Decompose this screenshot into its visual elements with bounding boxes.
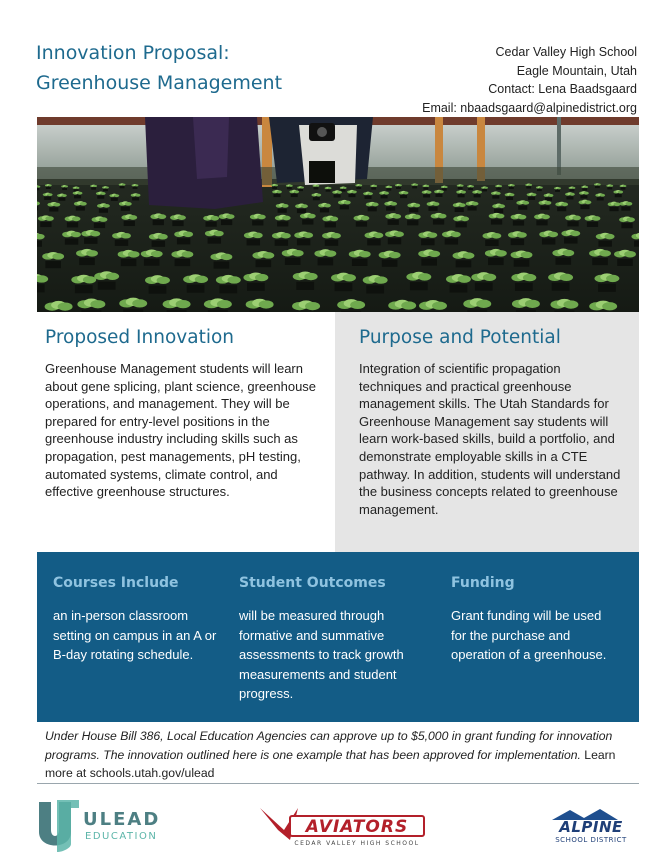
ulead-subtitle: EDUCATION: [85, 831, 158, 842]
proposed-innovation-heading: Proposed Innovation: [45, 327, 235, 348]
outcomes-heading: Student Outcomes: [239, 575, 386, 591]
page-title: [36, 38, 282, 98]
purpose-potential-text: Integration of scientific propagation techniques and practical greenhouse management skills. The Utah Standards for Greenhouse Management say students will learn work-based skills, build a portfolio, and demonstrate employable skills in a CTE pathway. In addition, students will understand the business concepts related to greenhouse management.: [359, 361, 621, 517]
proposed-innovation-text: Greenhouse Management students will learn about gene splicing, plant science, greenhouse operations, and management. They will be prepared for entry-level positions in the greenhouse industry including skills such as propagation, pest managements, pH testing, automated systems, climate control, and effective greenhouse structures.: [45, 361, 317, 500]
info-band: [37, 552, 639, 722]
funding-column: [451, 574, 611, 665]
aviators-emblem-icon: [258, 800, 428, 850]
contact-email[interactable]: Email: nbaadsgaard@alpinedistrict.org: [422, 100, 637, 115]
aviators-wordmark: AVIATORS: [305, 817, 409, 837]
aviators-logo: [258, 800, 428, 850]
greenhouse-photo-image: [37, 117, 639, 312]
courses-text: an in-person classroom setting on campus in an A or B-day rotating schedule.: [53, 608, 217, 662]
courses-column: [53, 574, 221, 665]
alpine-subtitle: SCHOOL DISTRICT: [555, 836, 627, 844]
school-name: Cedar Valley High School: [495, 45, 637, 59]
contact-block: [422, 43, 637, 117]
school-location: Eagle Mountain, Utah: [516, 63, 637, 78]
funding-heading: Funding: [451, 575, 515, 591]
courses-heading: Courses Include: [53, 575, 179, 591]
alpine-emblem-icon: [544, 808, 638, 846]
title-line-2: Greenhouse Management: [36, 72, 283, 94]
ulead-emblem-icon: [37, 798, 81, 854]
footnote-italic: Under House Bill 386, Local Education Agencies can approve up to $5,000 in grant funding for innovation programs. The innovation outlined here is one example that has been approved for implementation.: [45, 729, 613, 762]
alpine-wordmark: ALPINE: [559, 818, 623, 836]
divider: [37, 783, 639, 784]
ulead-wordmark: ULEAD: [83, 809, 161, 830]
funding-text: Grant funding will be used for the purchase and operation of a greenhouse.: [451, 608, 607, 662]
footnote: [45, 727, 635, 783]
purpose-potential-heading: Purpose and Potential: [359, 327, 561, 348]
footnote-link-text[interactable]: Learn more at schools.utah.gov/ulead: [45, 747, 616, 780]
ulead-logo: [37, 798, 187, 854]
title-line-1: Innovation Proposal:: [36, 42, 230, 64]
aviators-subtitle: CEDAR VALLEY HIGH SCHOOL: [294, 840, 420, 847]
outcomes-column: [239, 574, 439, 704]
purpose-potential-section: [335, 312, 639, 552]
alpine-logo: [544, 808, 638, 846]
greenhouse-photo: [37, 117, 639, 312]
proposed-innovation-section: [37, 312, 335, 552]
contact-name: Contact: Lena Baadsgaard: [488, 82, 637, 96]
outcomes-text: will be measured through formative and summative assessments to track growth measurements and student progress.: [239, 608, 404, 701]
